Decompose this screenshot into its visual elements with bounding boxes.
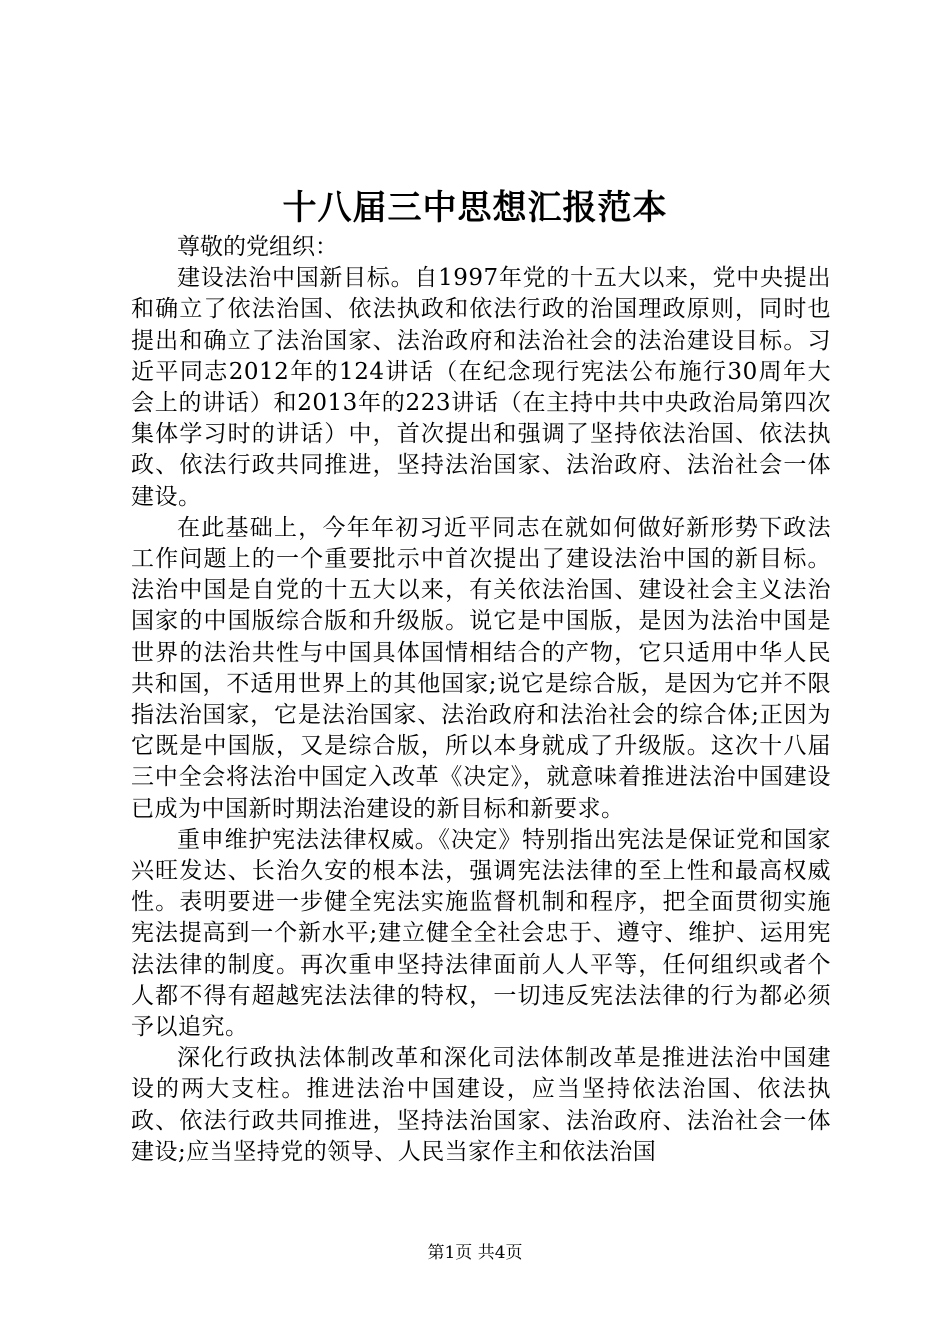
paragraph-1: 建设法治中国新目标。自1997年党的十五大以来，党中央提出和确立了依法治国、依法执政和依法行政的治国理政原则，同时也提出和确立了法治国家、法治政府和法治社会的法治建设目标。习近平同志2012年的124讲话（在纪念现行宪法公布施行30周年大会上的讲话）和2013年的223讲话（在主持中共中央政治局第四次集体学习时的讲话）中，首次提出和强调了坚持依法治国、依法执政、依法行政共同推进，坚持法治国家、法治政府、法治社会一体建设。 — [131, 265, 831, 510]
page-footer: 第1页 共4页 — [427, 1243, 523, 1263]
document-title: 十八届三中思想汇报范本 — [282, 188, 668, 228]
paragraph-4: 深化行政执法体制改革和深化司法体制改革是推进法治中国建设的两大支柱。推进法治中国建设，应当坚持依法治国、依法执政、依法行政共同推进，坚持法治国家、法治政府、法治社会一体建设;应当坚持党的领导、人民当家作主和依法治国 — [131, 1045, 831, 1165]
paragraph-2: 在此基础上，今年年初习近平同志在就如何做好新形势下政法工作问题上的一个重要批示中首次提出了建设法治中国的新目标。法治中国是自党的十五大以来，有关依法治国、建设社会主义法治国家的中国版综合版和升级版。说它是中国版，是因为法治中国是世界的法治共性与中国具体国情相结合的产物，它只适用中华人民共和国，不适用世界上的其他国家;说它是综合版，是因为它并不限指法治国家，它是法治国家、法治政府和法治社会的综合体;正因为它既是中国版，又是综合版，所以本身就成了升级版。这次十八届三中全会将法治中国定入改革《决定》，就意味着推进法治中国建设已成为中国新时期法治建设的新目标和新要求。 — [131, 514, 831, 822]
document-body — [131, 232, 831, 1168]
salutation: 尊敬的党组织： — [177, 234, 338, 260]
paragraph-3: 重申维护宪法法律权威。《决定》特别指出宪法是保证党和国家兴旺发达、长治久安的根本法，强调宪法法律的至上性和最高权威性。表明要进一步健全宪法实施监督机制和程序，把全面贯彻实施宪法提高到一个新水平;建立健全全社会忠于、遵守、维护、运用宪法法律的制度。再次重申坚持法律面前人人平等，任何组织或者个人都不得有超越宪法法律的特权，一切违反宪法法律的行为都必须予以追究。 — [131, 826, 831, 1041]
